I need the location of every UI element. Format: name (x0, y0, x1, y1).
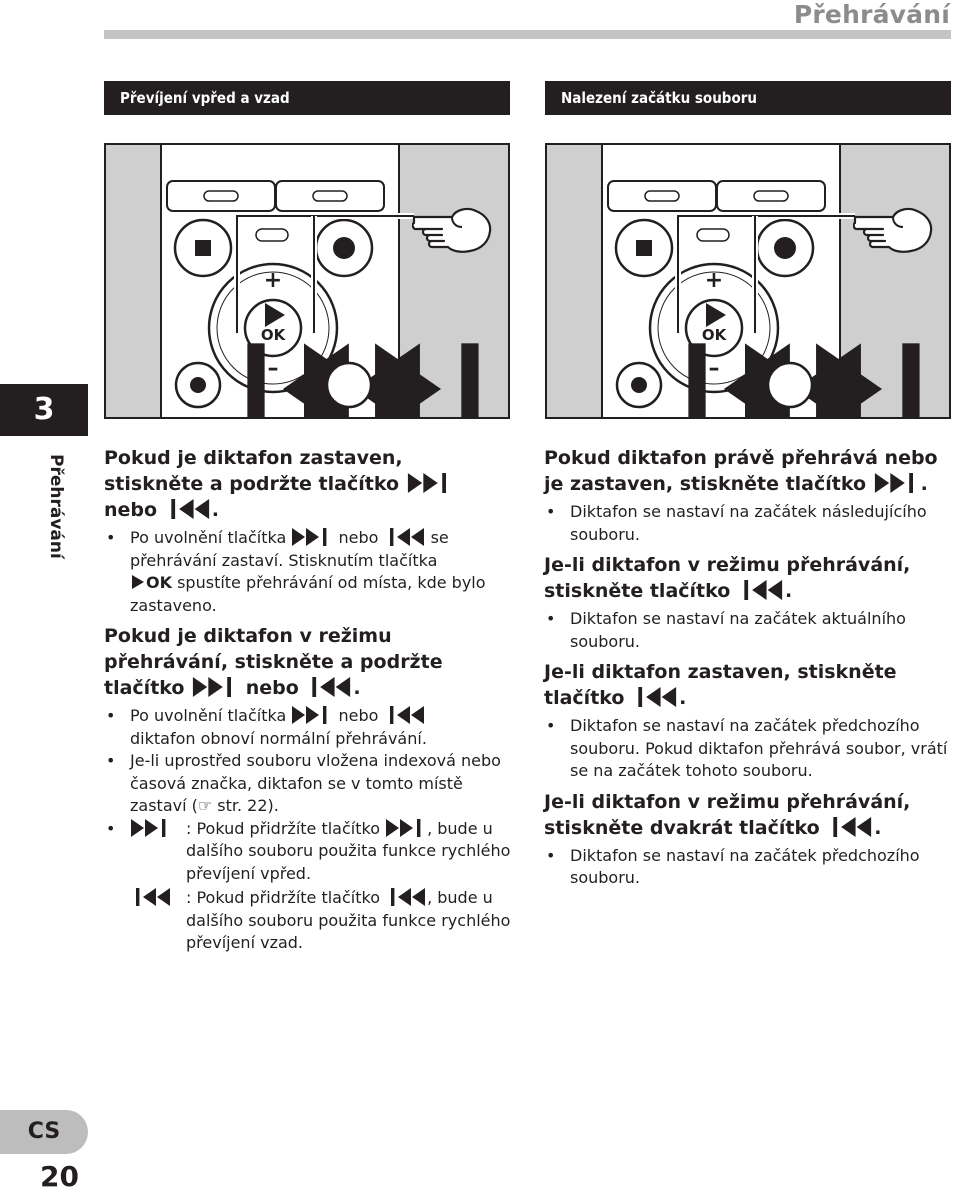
bullet-item: • Diktafon se nastaví na začátek předchozího souboru. (546, 845, 920, 887)
heading-text: Pokud diktafon právě přehrává nebo je zastaven, stiskněte tlačítko (544, 447, 938, 495)
bullet-text: Po uvolnění tlačítka (130, 706, 287, 725)
heading-text: . (211, 499, 219, 521)
heading-text: Je-li diktafon v režimu přehrávání, stiskněte tlačítko (544, 554, 911, 602)
bullet-item: • Po uvolnění tlačítka nebo diktafon obnoví normální přehrávání. (106, 706, 427, 748)
skip-forward-icon (192, 677, 238, 697)
bullet-text: Je-li uprostřed souboru vložena indexová nebo časová značka, diktafon se v tomto místě zastaví (☞ str. 22). (130, 751, 501, 815)
device-illustration-left (104, 143, 510, 419)
bullet-text: nebo (338, 528, 379, 547)
bullet-item: • Diktafon se nastaví na začátek předchozího souboru. Pokud diktafon přehrává soubor, vrátí se na začátek tohoto souboru. (546, 716, 948, 780)
heading-text: nebo (104, 499, 158, 521)
heading-text: . (874, 816, 882, 839)
skip-back-icon (386, 888, 426, 906)
bullet-text: se přehrávání zastaví. Stisknutím tlačítka (130, 528, 449, 570)
sub-text: , bude u dalšího souboru použita funkce rychlého převíjení vzad. (186, 888, 511, 952)
skip-forward-icon (874, 473, 920, 493)
page-header-title: Přehrávání (793, 0, 950, 29)
ok-label: OK (146, 573, 172, 592)
bullet-item: • Je-li uprostřed souboru vložena indexová nebo časová značka, diktafon se v tomto místě zastaví (☞ str. 22). (106, 751, 501, 815)
skip-back-icon (306, 677, 352, 697)
bullet-text: Po uvolnění tlačítka (130, 528, 287, 547)
left-column (104, 445, 514, 955)
sub-text: : Pokud přidržíte tlačítko (186, 818, 380, 838)
bullet-item: • Po uvolnění tlačítka nebo se přehrávání zastaví. Stisknutím tlačítka OK spustíte přehrávání od místa, kde bylo zastaveno. (106, 528, 486, 615)
heading-next-file (544, 445, 954, 497)
skip-forward-icon (131, 819, 171, 837)
bullet-text: Diktafon se nastaví na začátek následujícího souboru. (570, 502, 927, 544)
skip-forward-icon (292, 528, 332, 546)
heading-text: Pokud je diktafon v režimu přehrávání, stiskněte a podržte tlačítko (104, 625, 443, 699)
bullet-text: Diktafon se nastaví na začátek předchozího souboru. (570, 845, 920, 887)
chapter-number: 3 (0, 384, 88, 436)
heading-text: Je-li diktafon zastaven, stiskněte tlačítko (544, 661, 897, 709)
heading-text: Je-li diktafon v režimu přehrávání, stiskněte dvakrát tlačítko (544, 790, 911, 839)
skip-back-icon (165, 499, 211, 519)
section-title-rewind-forward: Převíjení vpřed a vzad (104, 81, 510, 115)
recorder-diagram (104, 143, 510, 419)
skip-back-icon (632, 687, 678, 707)
bullet-text: diktafon obnoví normální přehrávání. (130, 728, 427, 748)
header-rule (104, 30, 951, 39)
heading-previous-file-stopped (544, 659, 954, 711)
chapter-label: Přehrávání (46, 454, 66, 559)
skip-back-icon (131, 888, 171, 906)
skip-back-icon (738, 580, 784, 600)
skip-forward-icon (407, 473, 453, 493)
bullet-item: • Diktafon se nastaví na začátek aktuálního souboru. (546, 609, 906, 651)
skip-forward-icon (292, 706, 332, 724)
sub-text: , bude u dalšího souboru použita funkce rychlého převíjení vpřed. (186, 818, 511, 883)
heading-text: stiskněte a podržte tlačítko (104, 473, 400, 495)
heading-previous-file-playing (544, 789, 954, 841)
skip-back-icon (385, 706, 425, 724)
heading-playing (104, 623, 514, 701)
heading-stopped (104, 445, 514, 523)
bullet-text: Diktafon se nastaví na začátek aktuálního souboru. (570, 609, 906, 651)
heading-text: Pokud je diktafon zastaven, (104, 447, 403, 469)
section-title-find-file-start: Nalezení začátku souboru (545, 81, 951, 115)
device-illustration-right (545, 143, 951, 419)
heading-current-file (544, 552, 954, 604)
heading-text: . (353, 677, 361, 699)
bullet-text: spustíte přehrávání od místa, kde bylo zastaveno. (130, 573, 486, 615)
skip-back-icon (827, 817, 873, 837)
heading-text: . (920, 473, 928, 495)
play-icon (131, 573, 145, 591)
bullet-item: • Diktafon se nastaví na začátek následujícího souboru. (546, 502, 927, 544)
sub-text: : Pokud přidržíte tlačítko (186, 888, 380, 907)
skip-forward-icon (386, 819, 426, 837)
bullet-text: nebo (338, 706, 379, 725)
language-tab: CS (0, 1110, 88, 1154)
sub-item-forward (130, 818, 514, 886)
bullet-text: Diktafon se nastaví na začátek předchozího souboru. Pokud diktafon přehrává soubor, vrátí se na začátek tohoto souboru. (570, 716, 948, 780)
skip-back-icon (385, 528, 425, 546)
sub-item-back (130, 887, 514, 955)
bullet-item: • : Pokud přidržíte tlačítko , bude u dalšího souboru použita funkce rychlého převíjení vpřed. : Pokud přidržíte tlačítko , bude u dalšího souboru použita funkce rychlého převíjení vzad. (104, 818, 514, 955)
right-column (544, 445, 954, 890)
recorder-diagram (545, 143, 951, 419)
heading-text: . (679, 687, 687, 709)
page-number: 20 (40, 1160, 79, 1193)
heading-text: nebo (245, 677, 299, 699)
heading-text: . (784, 580, 793, 602)
